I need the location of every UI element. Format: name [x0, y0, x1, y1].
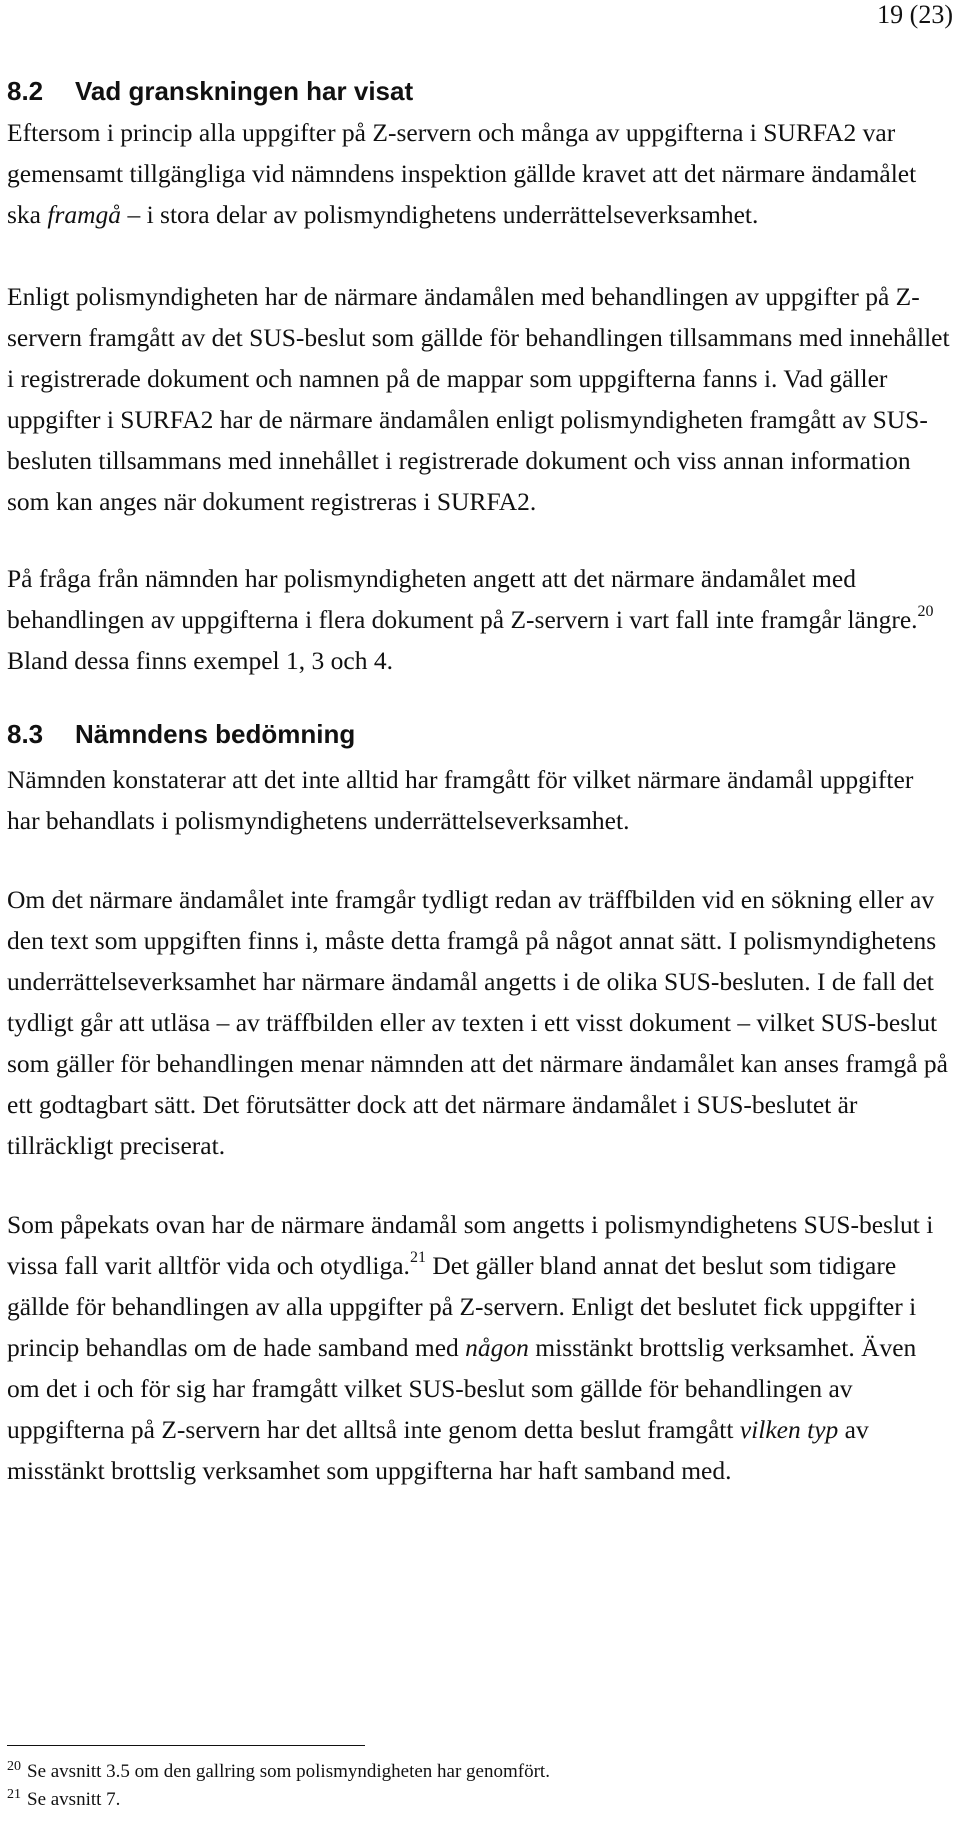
paragraph-text: Eftersom i princip alla uppgifter på Z-servern och många av uppgifterna i SURFA2 var gemensamt tillgängliga vid nämndens inspektion gällde kravet att det närmare ändamålet ska: [7, 118, 917, 229]
paragraph: Nämnden konstaterar att det inte alltid har framgått för vilket närmare ändamål uppgifter har behandlats i polismyndighetens underrättelseverksamhet.: [7, 765, 914, 835]
section-heading-8-2: [7, 72, 952, 110]
emphasis-text: vilken typ: [739, 1415, 839, 1444]
emphasis-text: någon: [465, 1333, 529, 1362]
footnote-reference[interactable]: 21: [409, 1249, 426, 1266]
footnote-21: [7, 1786, 952, 1814]
footnote-text: Se avsnitt 3.5 om den gallring som polismyndigheten har genomfört.: [27, 1761, 550, 1782]
footnote-separator: [7, 1745, 365, 1746]
paragraph: [7, 1204, 952, 1491]
page-number: 19 (23): [877, 0, 953, 29]
paragraph: Enligt polismyndigheten har de närmare ändamålen med behandlingen av uppgifter på Z-servern framgått av det SUS-beslut som gällde för behandlingen tillsammans med innehållet i registrerade dokument och namnen på de mappar som uppgifterna fanns i. Vad gäller uppgifter i SURFA2 har de närmare ändamålen enligt polismyndigheten framgått av SUS-besluten tillsammans med innehållet i registrerade dokument och viss annan information som kan anges när dokument registreras i SURFA2.: [7, 282, 950, 516]
paragraph-text: Det gäller bland annat det beslut som tidigare gällde för behandlingen av alla uppgifter på Z-servern. Enligt det beslutet fick uppgifter i princip behandlas om de hade samband med: [7, 1251, 917, 1362]
paragraph-text: Bland dessa finns exempel 1, 3 och 4.: [7, 646, 393, 675]
emphasis-text: framgå: [47, 200, 122, 229]
section-number: 8.3: [7, 719, 44, 749]
footnotes: [7, 1758, 952, 1814]
section-title: Vad granskningen har visat: [75, 76, 414, 106]
paragraph: [7, 112, 952, 235]
footnote-20: [7, 1758, 952, 1786]
paragraph: [7, 558, 952, 681]
paragraph-text: – i stora delar av polismyndighetens underrättelseverksamhet.: [121, 200, 759, 229]
paragraph-text: Som påpekats ovan har de närmare ändamål som angetts i polismyndighetens SUS-beslut i vissa fall varit alltför vida och otydliga.: [7, 1210, 934, 1280]
footnote-text: Se avsnitt 7.: [27, 1789, 121, 1810]
section-number: 8.2: [7, 76, 44, 106]
footnote-reference[interactable]: 20: [917, 603, 934, 620]
document-body: [7, 72, 952, 1529]
paragraph-text: av misstänkt brottslig verksamhet som uppgifterna har haft samband med.: [7, 1415, 869, 1485]
section-title: Nämndens bedömning: [75, 719, 356, 749]
paragraph-text: På fråga från nämnden har polismyndigheten angett att det närmare ändamålet med behandlingen av uppgifterna i flera dokument på Z-servern i vart fall inte framgår längre.: [7, 564, 918, 634]
paragraph-text: misstänkt brottslig verksamhet. Även om det i och för sig har framgått vilket SUS-beslut som gällde för behandlingen av uppgifterna på Z-servern har det alltså inte genom detta beslut framgått: [7, 1333, 917, 1444]
footnote-number: 20: [7, 1759, 21, 1774]
footnote-number: 21: [7, 1787, 21, 1802]
section-heading-8-3: [7, 715, 952, 753]
paragraph: Om det närmare ändamålet inte framgår tydligt redan av träffbilden vid en sökning eller av den text som uppgiften finns i, måste detta framgå på något annat sätt. I polismyndighetens underrättelseverksamhet har närmare ändamål angetts i de olika SUS-besluten. I de fall det tydligt går att utläsa – av träffbilden eller av texten i ett visst dokument – vilket SUS-beslut som gäller för behandlingen menar nämnden att det närmare ändamålet kan anses framgå på ett godtagbart sätt. Det förutsätter dock att det närmare ändamålet i SUS-beslutet är tillräckligt preciserat.: [7, 885, 948, 1160]
